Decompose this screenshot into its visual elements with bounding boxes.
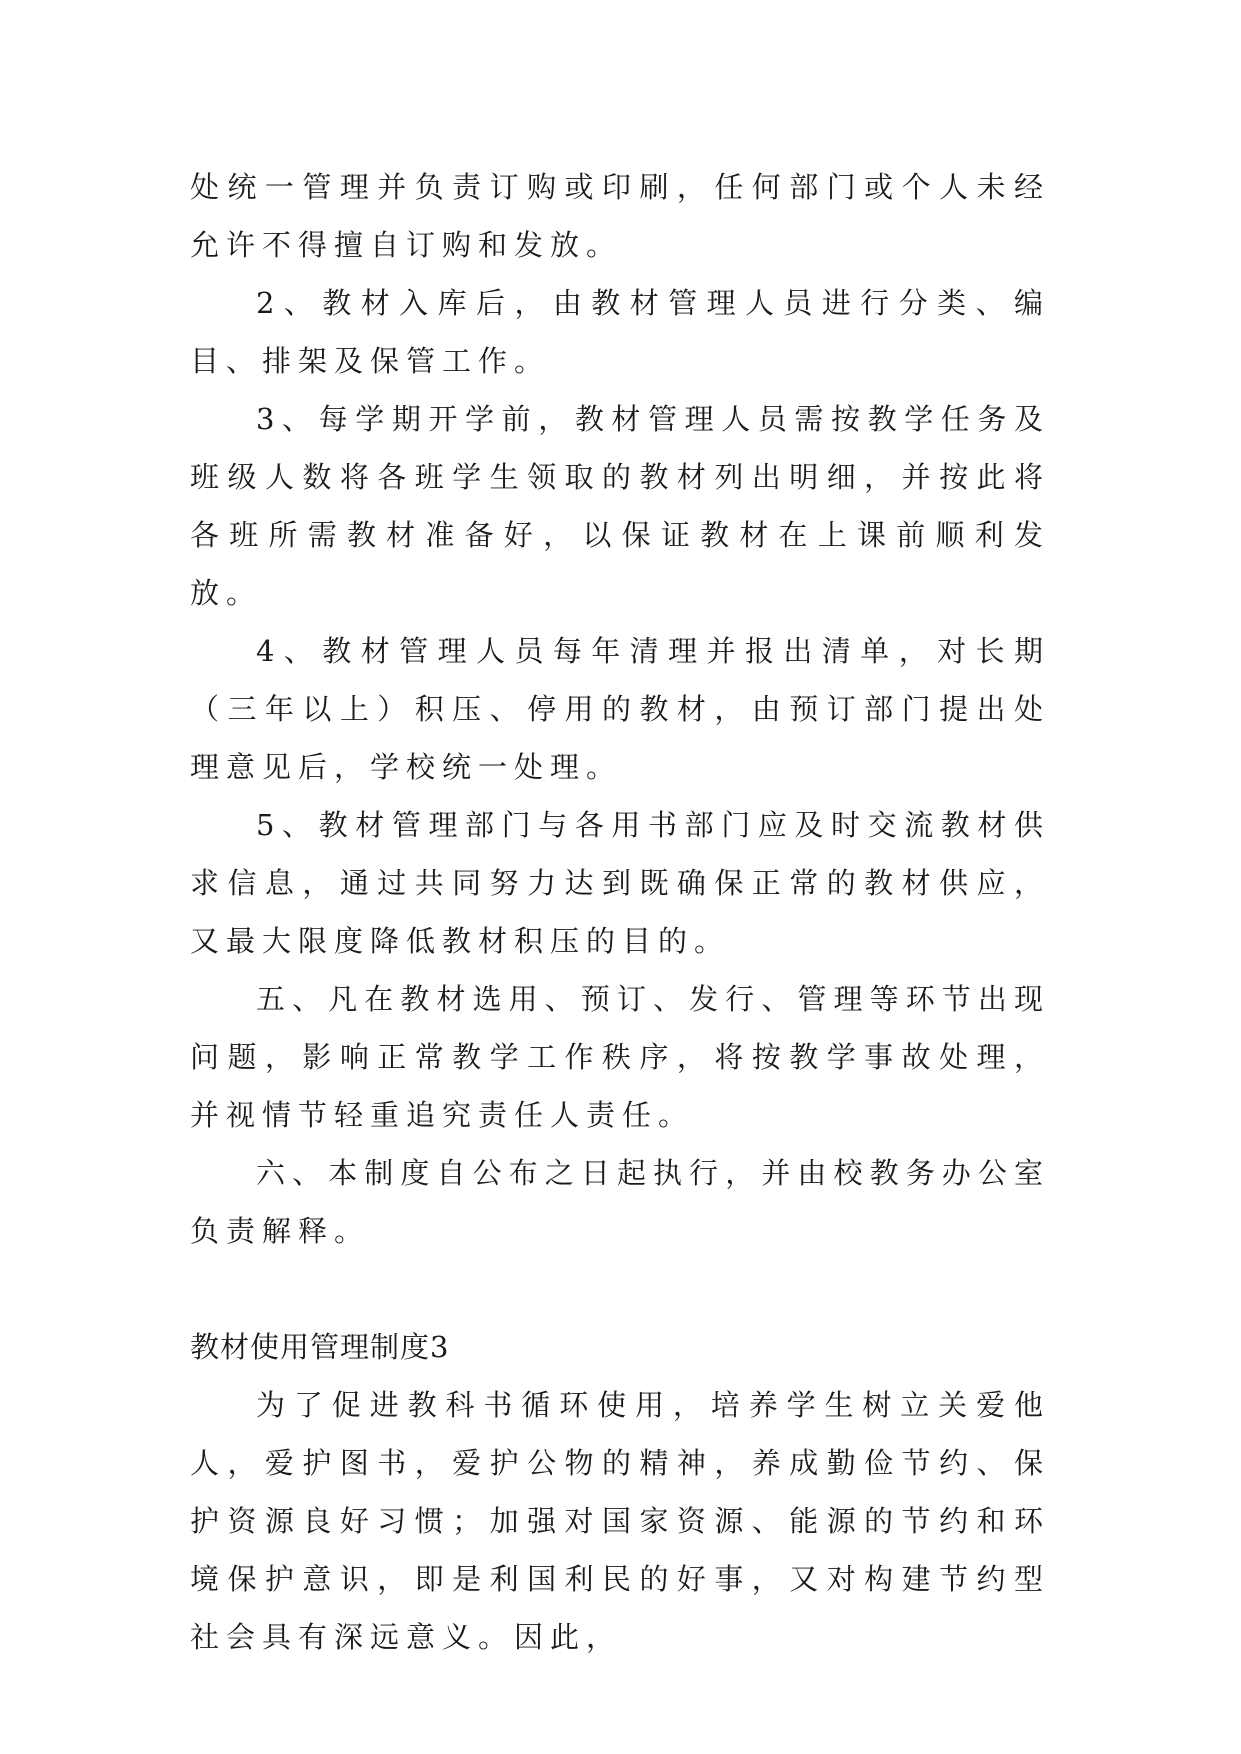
paragraph-item-3: 3、每学期开学前，教材管理人员需按教学任务及班级人数将各班学生领取的教材列出明细，并按此将各班所需教材准备好，以保证教材在上课前顺利发放。 xyxy=(190,402,1050,610)
paragraph-item-2: 2、教材入库后，由教材管理人员进行分类、编目、排架及保管工作。 xyxy=(190,286,1050,378)
paragraph-continuation: 处统一管理并负责订购或印刷，任何部门或个人未经允许不得擅自订购和发放。 xyxy=(190,170,1050,262)
paragraph-item-5: 5、教材管理部门与各用书部门应及时交流教材供求信息，通过共同努力达到既确保正常的教材供应，又最大限度降低教材积压的目的。 xyxy=(190,808,1050,958)
paragraph-item-4: 4、教材管理人员每年清理并报出清单，对长期（三年以上）积压、停用的教材，由预订部门提出处理意见后，学校统一处理。 xyxy=(190,634,1050,784)
paragraph-article-5: 五、凡在教材选用、预订、发行、管理等环节出现问题，影响正常教学工作秩序，将按教学事故处理，并视情节轻重追究责任人责任。 xyxy=(190,982,1050,1132)
paragraph-intro: 为了促进教科书循环使用，培养学生树立关爱他人，爱护图书，爱护公物的精神，养成勤俭节约、保护资源良好习惯；加强对国家资源、能源的节约和环境保护意识，即是利国利民的好事，又对构建节约型社会具有深远意义。因此， xyxy=(190,1388,1050,1654)
document-body xyxy=(190,158,1050,1666)
section-heading: 教材使用管理制度3 xyxy=(190,1330,450,1364)
paragraph-article-6: 六、本制度自公布之日起执行，并由校教务办公室负责解释。 xyxy=(190,1156,1050,1248)
